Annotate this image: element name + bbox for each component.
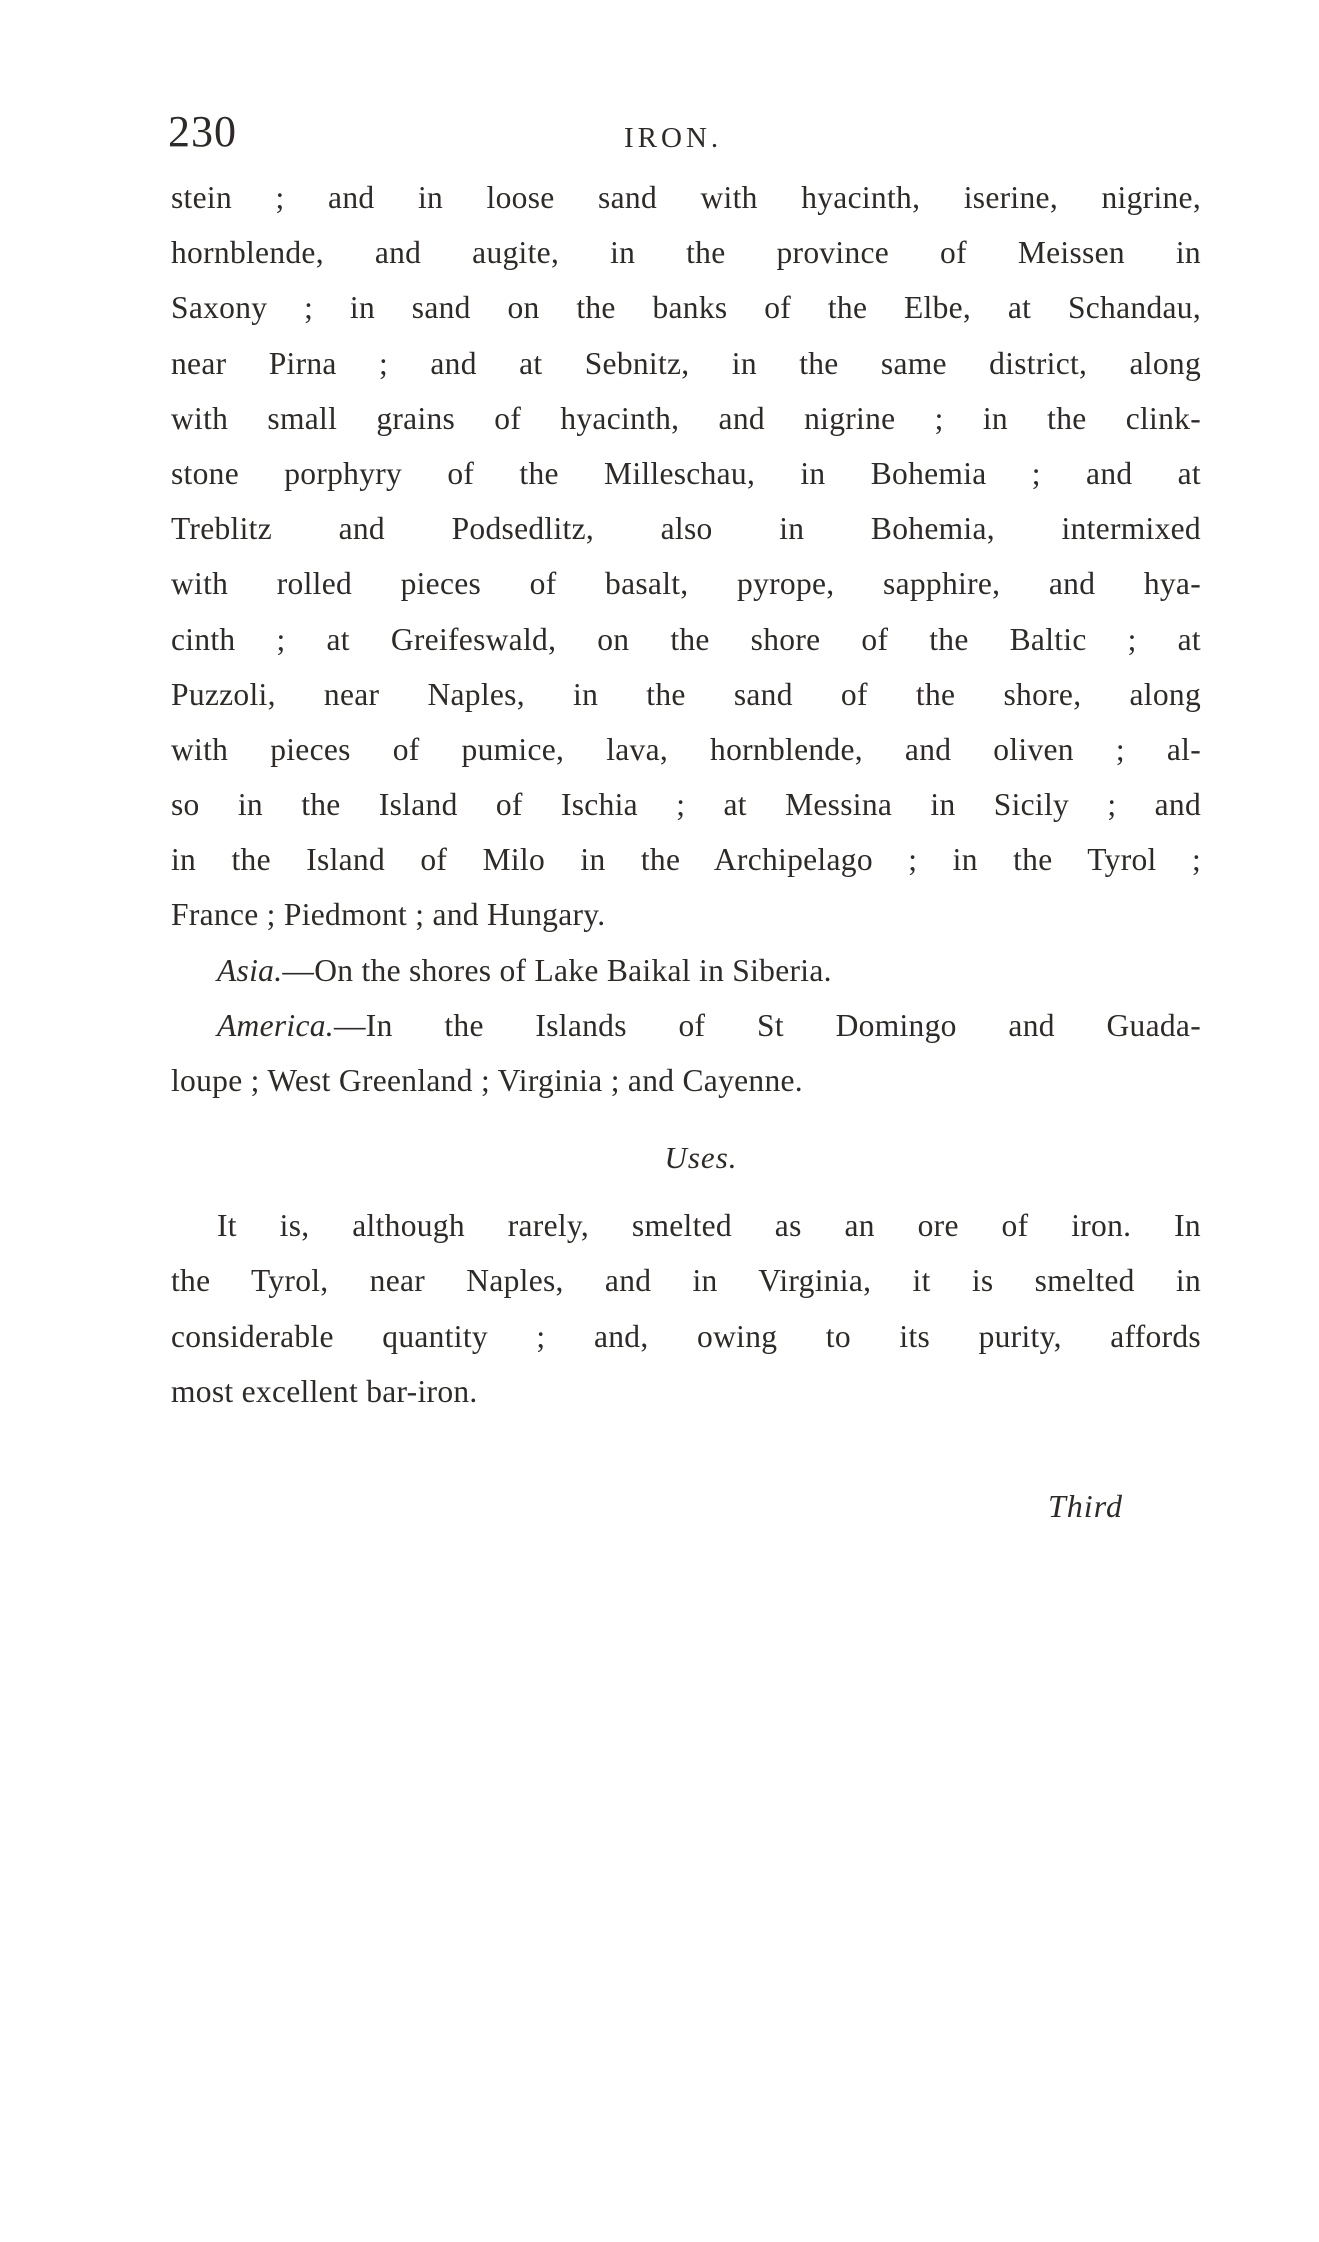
text-line: so in the Island of Ischia ; at Messina in Sicily ; and <box>171 787 1201 823</box>
asia-entry <box>171 943 1201 998</box>
text-line: with rolled pieces of basalt, pyrope, sapphire, and hya- <box>171 566 1201 602</box>
asia-label: Asia. <box>217 952 283 988</box>
uses-heading: Uses. <box>664 1140 738 1176</box>
body-text <box>171 170 1201 1419</box>
catchword: Third <box>1048 1488 1123 1524</box>
text-line: France ; Piedmont ; and Hungary. <box>171 897 606 933</box>
page-number: 230 <box>168 107 237 156</box>
america-label: America. <box>217 1007 334 1043</box>
asia-text: —On the shores of Lake Baikal in Siberia. <box>282 952 832 988</box>
text-line: with pieces of pumice, lava, hornblende, and oliven ; al- <box>171 731 1201 767</box>
text-line: Saxony ; in sand on the banks of the Elbe, at Schandau, <box>171 290 1201 326</box>
text-line: most excellent bar-iron. <box>171 1373 478 1409</box>
text-line: cinth ; at Greifeswald, on the shore of the Baltic ; at <box>171 621 1201 657</box>
america-entry <box>171 998 1201 1053</box>
text-line: hornblende, and augite, in the province of Meissen in <box>171 235 1201 271</box>
text-line: Treblitz and Podsedlitz, also in Bohemia, intermixed <box>171 511 1201 547</box>
text-line: with small grains of hyacinth, and nigrine ; in the clink- <box>171 400 1201 436</box>
america-text: —In the Islands of St Domingo and Guada- <box>334 1007 1201 1043</box>
text-line: loupe ; West Greenland ; Virginia ; and Cayenne. <box>171 1063 803 1098</box>
running-head: IRON. <box>624 122 723 154</box>
text-line: stein ; and in loose sand with hyacinth, iserine, nigrine, <box>171 180 1201 215</box>
text-line: the Tyrol, near Naples, and in Virginia, it is smelted in <box>171 1263 1201 1299</box>
text-line: in the Island of Milo in the Archipelago ; in the Tyrol ; <box>171 842 1201 878</box>
text-line: It is, although rarely, smelted as an ore of iron. In <box>217 1208 1201 1244</box>
text-line: considerable quantity ; and, owing to its purity, affords <box>171 1318 1201 1354</box>
text-line: Puzzoli, near Naples, in the sand of the shore, along <box>171 676 1201 712</box>
text-line: stone porphyry of the Milleschau, in Bohemia ; and at <box>171 455 1201 491</box>
text-line: near Pirna ; and at Sebnitz, in the same district, along <box>171 345 1201 381</box>
